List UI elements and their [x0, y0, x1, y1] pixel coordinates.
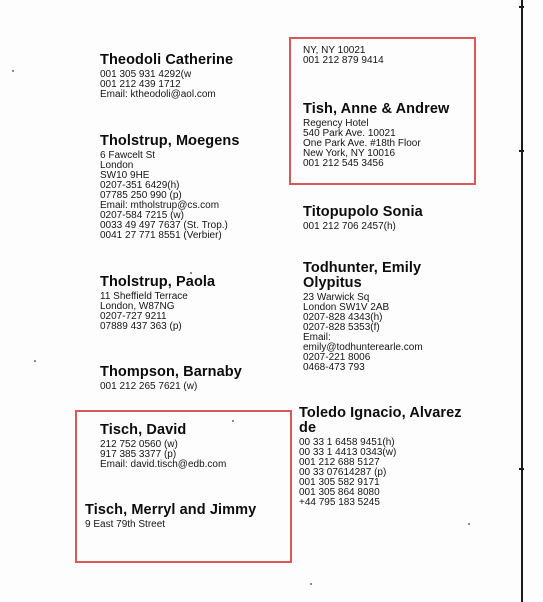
contact-line: 11 Sheffield Terrace — [100, 291, 188, 302]
contact-line: 001 212 545 3456 — [303, 158, 384, 169]
contact-entry-thompson — [100, 365, 242, 392]
contact-entry-continued — [303, 46, 384, 66]
page-edge-rule — [521, 0, 523, 602]
contact-line: 0468-473 793 — [303, 362, 365, 373]
contact-line: NY, NY 10021 — [303, 45, 366, 56]
contact-line: 001 212 688 5127 — [299, 457, 380, 468]
contact-name: Tish, Anne & Andrew — [303, 101, 450, 117]
contact-line: SW10 9HE — [100, 170, 150, 181]
contact-line: +44 795 183 5245 — [299, 497, 380, 508]
contact-line: 001 305 931 4292(w — [100, 69, 192, 80]
contact-line: 212 752 0560 (w) — [100, 439, 178, 450]
contact-entry-titopupolo — [303, 205, 423, 232]
scan-speck — [12, 70, 14, 72]
contact-details — [303, 119, 449, 169]
contact-details — [303, 222, 423, 232]
contact-details — [303, 293, 423, 373]
contact-details — [100, 382, 242, 392]
contact-line: 001 212 879 9414 — [303, 55, 384, 66]
contact-line: 00 33 1 6458 9451(h) — [299, 437, 395, 448]
contact-line: 917 385 3377 (p) — [100, 449, 177, 460]
contact-line: 07889 437 363 (p) — [100, 321, 182, 332]
contact-details — [303, 46, 384, 66]
contact-entry-tholstrup-moegens — [100, 134, 240, 241]
contact-line: 001 305 864 8080 — [299, 487, 380, 498]
contact-line: 0207-221 8006 — [303, 352, 371, 363]
contact-line: Email: david.tisch@edb.com — [100, 459, 227, 470]
contact-line: 001 212 706 2457(h) — [303, 221, 396, 232]
contact-line: 001 212 265 7621 (w) — [100, 381, 198, 392]
contact-name-line: Todhunter, Emily — [303, 260, 422, 276]
contact-name-line: Olypitus — [303, 275, 362, 291]
contact-line: Email: ktheodoli@aol.com — [100, 89, 216, 100]
contact-entry-todhunter — [303, 261, 423, 373]
contact-line: 001 305 582 9171 — [299, 477, 380, 488]
contact-details — [100, 440, 226, 470]
contact-entry-tisch-david — [100, 423, 226, 470]
contact-line: London, W87NG — [100, 301, 175, 312]
contact-line: 0207-727 9211 — [100, 311, 167, 322]
contact-line: London SW1V 2AB — [303, 302, 390, 313]
contact-name-line: de — [299, 420, 317, 436]
contact-name: Titopupolo Sonia — [303, 204, 423, 220]
contact-line: 9 East 79th Street — [85, 519, 166, 530]
scan-speck — [468, 523, 470, 525]
contact-line: Email: mtholstrup@cs.com — [100, 200, 220, 211]
contact-name: Tholstrup, Moegens — [100, 133, 240, 149]
scan-speck — [310, 583, 312, 585]
contact-details — [299, 438, 462, 508]
contact-entry-tholstrup-paola — [100, 275, 215, 332]
contact-details — [100, 292, 215, 332]
page-edge-tick — [519, 468, 524, 470]
page-edge-tick — [519, 6, 524, 8]
contact-name: Theodoli Catherine — [100, 52, 234, 68]
contact-name-line: Toledo Ignacio, Alvarez — [299, 405, 462, 421]
contact-name: Tisch, David — [100, 422, 187, 438]
contact-details — [100, 70, 233, 100]
contact-line: Regency Hotel — [303, 118, 369, 129]
contact-entry-toledo — [299, 406, 462, 508]
contact-line: 07785 250 990 (p) — [100, 190, 182, 201]
contact-line: 0033 49 497 7637 (St. Trop.) — [100, 220, 228, 231]
contact-line: 00 33 07614287 (p) — [299, 467, 387, 478]
page-edge-tick — [519, 150, 524, 152]
contact-line: 0207-828 4343(h) — [303, 312, 383, 323]
contact-details — [100, 151, 240, 241]
contact-line: 0207-584 7215 (w) — [100, 210, 184, 221]
contact-line: 540 Park Ave. 10021 — [303, 128, 396, 139]
contact-line: Email: — [303, 332, 331, 343]
contact-line: London — [100, 160, 134, 171]
contact-line: 001 212 439 1712 — [100, 79, 181, 90]
contact-entry-tish-anne-andrew — [303, 102, 449, 169]
contact-line: 6 Fawcelt St — [100, 150, 156, 161]
contact-line: 0207-828 5353(f) — [303, 322, 380, 333]
contact-line: emily@todhunterearle.com — [303, 342, 423, 353]
contact-line: One Park Ave. #18th Floor — [303, 138, 421, 149]
contact-name: Thompson, Barnaby — [100, 364, 242, 380]
contact-entry-tisch-merryl — [85, 503, 256, 530]
contact-line: New York, NY 10016 — [303, 148, 396, 159]
contact-details — [85, 520, 256, 530]
contact-line: 00 33 1 4413 0343(w) — [299, 447, 397, 458]
scan-speck — [34, 360, 36, 362]
contact-name: Tisch, Merryl and Jimmy — [85, 502, 257, 518]
contact-name: Tholstrup, Paola — [100, 274, 216, 290]
contact-line: 0207-351 6429(h) — [100, 180, 180, 191]
contact-line: 23 Warwick Sq — [303, 292, 370, 303]
contact-entry-theodoli — [100, 53, 233, 100]
contact-line: 0041 27 771 8551 (Verbier) — [100, 230, 222, 241]
